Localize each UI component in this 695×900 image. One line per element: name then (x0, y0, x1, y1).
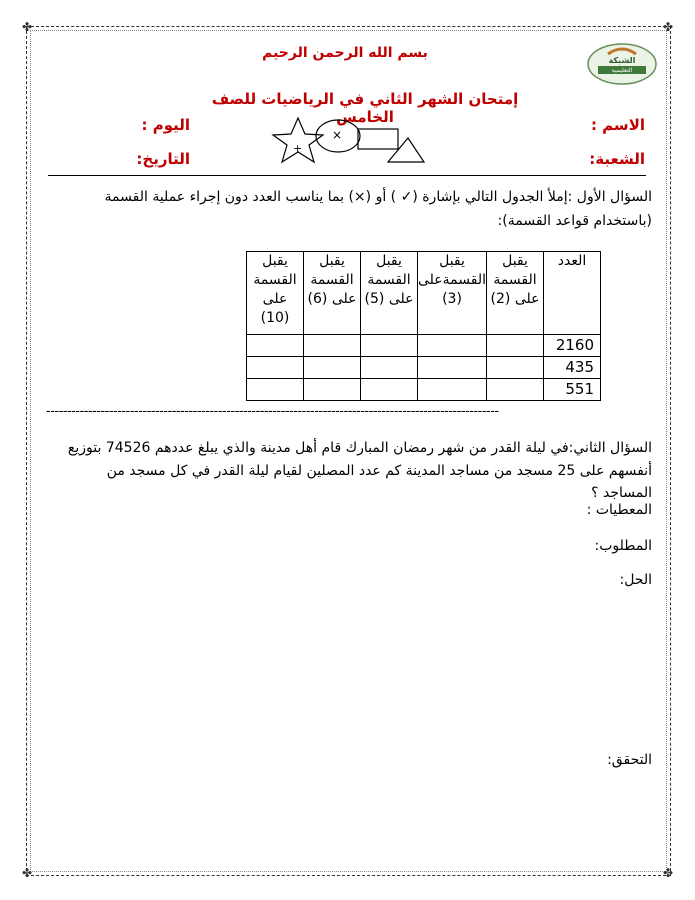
corner-ornament: ✤ (21, 866, 33, 880)
answer-cell[interactable] (247, 335, 304, 357)
answer-cell[interactable] (418, 335, 487, 357)
header-divider (48, 175, 646, 176)
table-header-row (247, 252, 601, 335)
table-row (247, 335, 601, 357)
answer-cell[interactable] (361, 335, 418, 357)
corner-ornament: ✤ (662, 20, 674, 34)
answer-cell[interactable] (304, 357, 361, 379)
date-label: التاريخ: (136, 150, 190, 168)
q2-line2: أنفسهم على 25 مسجد من مساجد المدينة كم عدد المصلين لقيام ليلة القدر في كل مسجد من المساجد ؟ (106, 463, 652, 501)
number-cell: 2160 (544, 335, 601, 357)
header-div-2: يقبل القسمة على (2) (487, 252, 544, 335)
header-div-6: يقبل القسمة على (6) (304, 252, 361, 335)
required-label: المطلوب: (594, 538, 652, 554)
name-label: الاسم : (590, 116, 645, 134)
header-div-3: يقبل القسمةعلى (3) (418, 252, 487, 335)
answer-cell[interactable] (361, 357, 418, 379)
answer-cell[interactable] (487, 357, 544, 379)
answer-cell[interactable] (304, 335, 361, 357)
basmala: بسم الله الرحمن الرحيم (262, 45, 428, 61)
table-row (247, 357, 601, 379)
answer-cell[interactable] (487, 335, 544, 357)
q2-line1: السؤال الثاني:في ليلة القدر من شهر رمضان المبارك قام أهل مدينة والذي يبلغ عددهم 74526 بتوزيع (67, 440, 652, 456)
divisibility-table (246, 251, 601, 401)
header-div-5: يقبل القسمة على (5) (361, 252, 418, 335)
number-cell: 551 (544, 379, 601, 401)
answer-cell[interactable] (487, 379, 544, 401)
number-cell: 435 (544, 357, 601, 379)
answer-cell[interactable] (304, 379, 361, 401)
exam-title: إمتحان الشهر الثاني في الرياضيات للصف الخامس (211, 90, 519, 126)
header-number: العدد (544, 252, 601, 335)
answer-cell[interactable] (247, 357, 304, 379)
givens-label: المعطيات : (586, 502, 652, 518)
day-label: اليوم : (141, 116, 190, 134)
corner-ornament: ✤ (21, 20, 33, 34)
circle-symbol: × (332, 128, 343, 142)
header-div-10: يقبل القسمة على (10) (247, 252, 304, 335)
table-row (247, 379, 601, 401)
answer-cell[interactable] (418, 379, 487, 401)
school-logo (586, 40, 658, 86)
check-label: التحقق: (607, 752, 652, 768)
q1-line1: السؤال الأول :إملأ الجدول التالي بإشارة (✓ ) أو (×) بما يناسب العدد دون إجراء عملية القسمة (104, 189, 652, 205)
q1-line2: (باستخدام قواعد القسمة): (497, 213, 652, 229)
logo-text: الشبكة (608, 56, 636, 65)
star-symbol: + (293, 142, 303, 155)
solution-label: الحل: (619, 572, 652, 588)
answer-cell[interactable] (247, 379, 304, 401)
answer-cell[interactable] (418, 357, 487, 379)
logo-subtext: التعليمية (611, 67, 633, 74)
shapes-illustration (268, 114, 428, 166)
answer-cell[interactable] (361, 379, 418, 401)
corner-ornament: ✤ (662, 866, 674, 880)
section-separator: ------------------------------------------------------------------------------------------------------------ (46, 404, 499, 419)
section-label: الشعبة: (589, 150, 645, 168)
